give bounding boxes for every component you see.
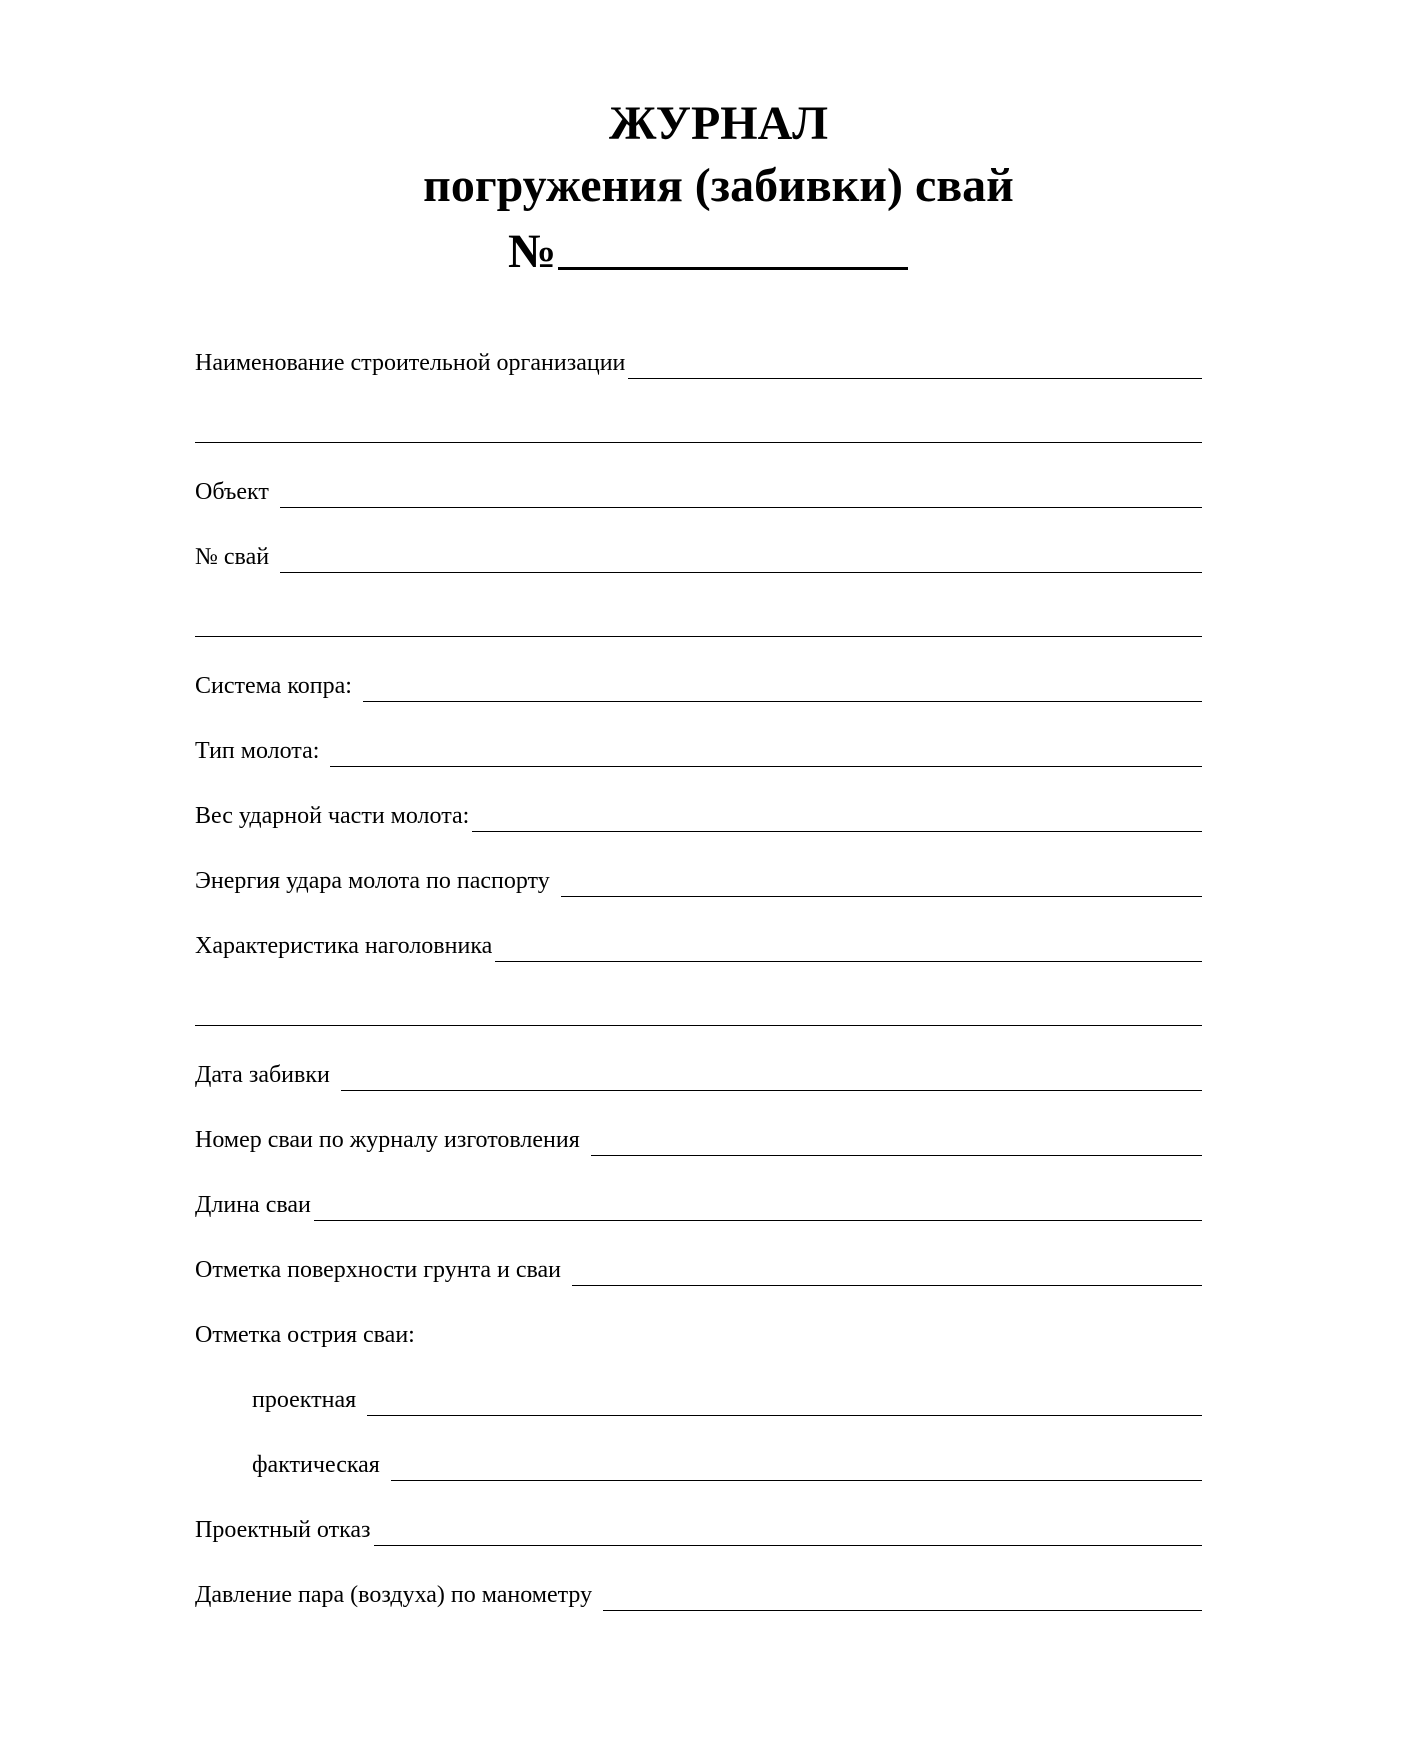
field-steam-pressure-blank[interactable]	[603, 1610, 1202, 1611]
field-piles-no-blank[interactable]	[280, 572, 1202, 573]
field-piles-no-continuation	[195, 597, 1202, 637]
field-design-label: проектная	[252, 1387, 357, 1413]
field-design-blank[interactable]	[367, 1415, 1202, 1416]
document-title: ЖУРНАЛ	[608, 97, 829, 150]
field-hammer-type-blank[interactable]	[330, 766, 1202, 767]
field-cap-characteristics	[195, 922, 1202, 962]
field-organization-continuation	[195, 403, 1202, 443]
field-piles-no-blank-2[interactable]	[195, 636, 1202, 637]
field-hammer-type	[195, 727, 1202, 767]
journal-number-row	[508, 224, 908, 276]
field-pile-tip-elevation	[195, 1311, 1202, 1351]
field-design	[252, 1376, 1202, 1416]
field-design-refusal-blank[interactable]	[374, 1545, 1202, 1546]
field-actual-label: фактическая	[252, 1452, 380, 1478]
field-ground-pile-elevation-blank[interactable]	[572, 1285, 1202, 1286]
field-organization-label: Наименование строительной организации	[195, 350, 626, 376]
field-cap-characteristics-blank[interactable]	[495, 961, 1202, 962]
field-design-refusal	[195, 1506, 1202, 1546]
field-organization-blank[interactable]	[628, 378, 1202, 379]
field-pile-number-log-blank[interactable]	[591, 1155, 1202, 1156]
field-driving-date-label: Дата забивки	[195, 1062, 330, 1088]
field-cap-characteristics-label: Характеристика наголовника	[195, 933, 493, 959]
field-driving-date-blank[interactable]	[341, 1090, 1202, 1091]
field-hammer-energy-label: Энергия удара молота по паспорту	[195, 868, 550, 894]
field-cap-characteristics-continuation	[195, 986, 1202, 1026]
field-pile-tip-elevation-label: Отметка острия сваи:	[195, 1322, 415, 1348]
field-steam-pressure-label: Давление пара (воздуха) по манометру	[195, 1582, 593, 1608]
journal-number-label: №	[508, 225, 557, 278]
field-pile-driver-system	[195, 662, 1202, 702]
field-piles-no-label: № свай	[195, 544, 270, 570]
field-hammer-energy-blank[interactable]	[561, 896, 1202, 897]
field-pile-length-label: Длина сваи	[195, 1192, 311, 1218]
field-ground-pile-elevation	[195, 1246, 1202, 1286]
field-pile-length-blank[interactable]	[314, 1220, 1202, 1221]
field-pile-length	[195, 1181, 1202, 1221]
field-cap-characteristics-blank-2[interactable]	[195, 1025, 1202, 1026]
field-piles-no	[195, 533, 1202, 573]
field-actual	[252, 1441, 1202, 1481]
field-ground-pile-elevation-label: Отметка поверхности грунта и сваи	[195, 1257, 562, 1283]
field-design-refusal-label: Проектный отказ	[195, 1517, 371, 1543]
field-object-label: Объект	[195, 479, 269, 505]
field-pile-driver-system-blank[interactable]	[363, 701, 1202, 702]
journal-number-blank[interactable]	[558, 267, 908, 270]
field-hammer-type-label: Тип молота:	[195, 738, 320, 764]
field-steam-pressure	[195, 1571, 1202, 1611]
field-object	[195, 468, 1202, 508]
field-pile-driver-system-label: Система копра:	[195, 673, 352, 699]
field-hammer-weight	[195, 792, 1202, 832]
field-hammer-energy	[195, 857, 1202, 897]
field-actual-blank[interactable]	[391, 1480, 1202, 1481]
field-object-blank[interactable]	[280, 507, 1202, 508]
field-hammer-weight-label: Вес ударной части молота:	[195, 803, 470, 829]
field-pile-number-log	[195, 1116, 1202, 1156]
field-pile-number-log-label: Номер сваи по журналу изготовления	[195, 1127, 580, 1153]
field-organization	[195, 339, 1202, 379]
document-subtitle: погружения (забивки) свай	[423, 159, 1014, 212]
field-organization-blank-2[interactable]	[195, 442, 1202, 443]
field-driving-date	[195, 1051, 1202, 1091]
field-hammer-weight-blank[interactable]	[472, 831, 1202, 832]
